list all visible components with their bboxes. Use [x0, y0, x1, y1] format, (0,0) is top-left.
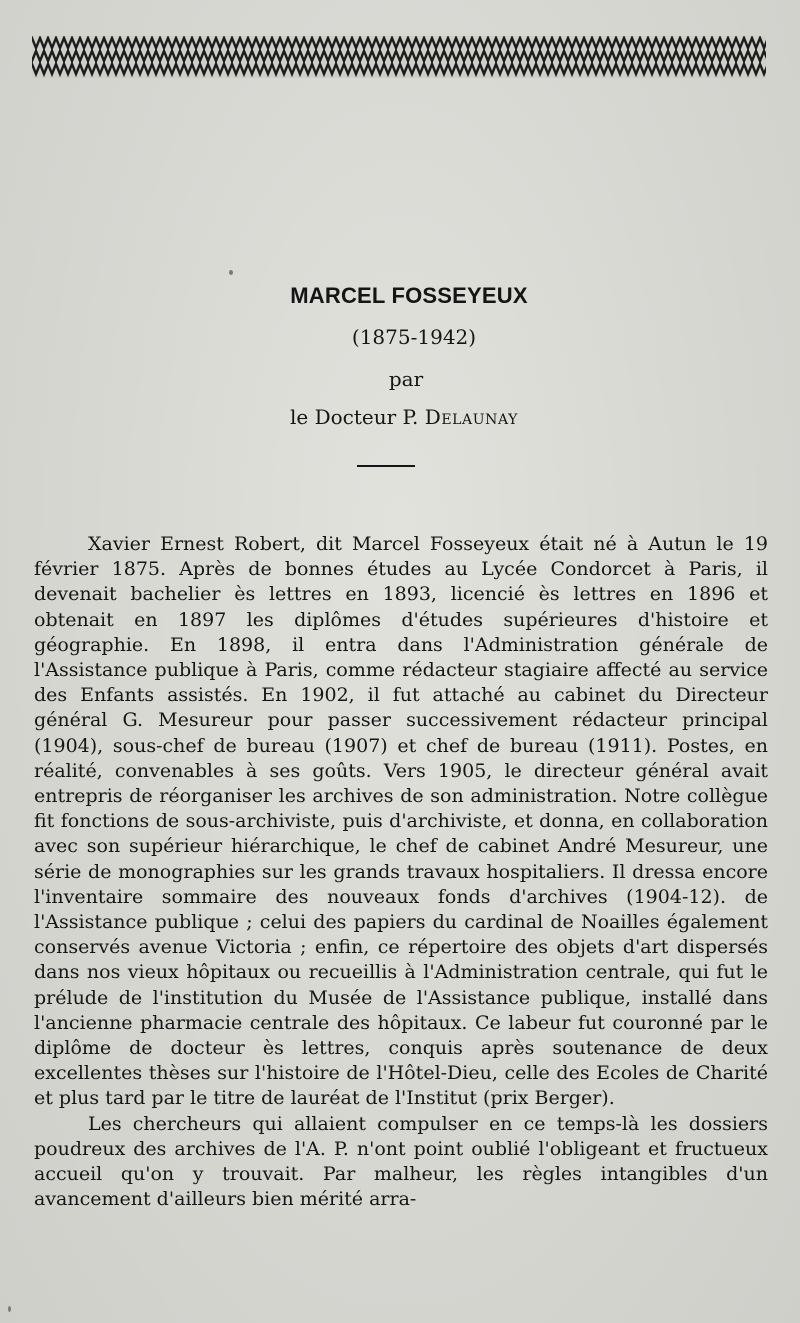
author-surname: Delaunay: [424, 405, 518, 429]
article-title: MARCEL FOSSEYEUX: [290, 283, 528, 308]
byline-par: par: [388, 367, 424, 391]
paper-speck: [8, 1306, 11, 1312]
author-line: [4, 405, 800, 429]
paragraph-1: Xavier Ernest Robert, dit Marcel Fosseyeux était né à Autun le 19 février 1875. Après de bonnes études au Lycée Condorcet à Paris, il devenait bachelier ès lettres en 1893, licencié ès lettres en 1896 et obtenait en 1897 les diplômes d'études supérieures d'histoire et géographie. En 1898, il entra dans l'Administration générale de l'Assistance publique à Paris, comme rédacteur stagiaire affecté au service des Enfants assistés. En 1902, il fut attaché au cabinet du Directeur général G. Mesureur pour passer successivement rédacteur principal (1904), sous-chef de bureau (1907) et chef de bureau (1911). Postes, en réalité, convenables à ses goûts. Vers 1905, le directeur général avait entrepris de réorganiser les archives de son administration. Notre collègue fit fonctions de sous-archiviste, puis d'archiviste, et donna, en collaboration avec son supérieur hiérarchique, le chef de cabinet André Mesureur, une série de monographies sur les grands travaux hospitaliers. Il dressa encore l'inventaire sommaire des nouveaux fonds d'archives (1904-12). de l'Assistance publique ; celui des papiers du cardinal de Noailles également conservés avenue Victoria ; enfin, ce répertoire des objets d'art dispersés dans nos vieux hôpitaux ou recueillis à l'Administration centrale, qui fut le prélude de l'institution du Musée de l'Assistance publique, installé dans l'ancienne pharmacie centrale des hôpitaux. Ce labeur fut couronné par le diplôme de docteur ès lettres, conquis après soutenance de deux excellentes thèses sur l'histoire de l'Hôtel-Dieu, celle des Ecoles de Charité et plus tard par le titre de lauréat de l'Institut (prix Berger).: [34, 533, 768, 1110]
title-divider: [357, 465, 415, 467]
paragraph-2: Les chercheurs qui allaient compulser en ce temps-là les dossiers poudreux des archives de l'A. P. n'ont point oublié l'obligeant et fructueux accueil qu'on y trouvait. Par malheur, les règles intangibles d'un avancement d'ailleurs bien mérité arra-: [34, 1112, 768, 1211]
life-dates: (1875-1942): [351, 325, 477, 349]
paper-speck: [229, 270, 233, 275]
author-prefix: le Docteur P.: [290, 405, 425, 429]
decorative-zigzag-border: [32, 36, 766, 78]
article-body: [34, 532, 768, 1212]
